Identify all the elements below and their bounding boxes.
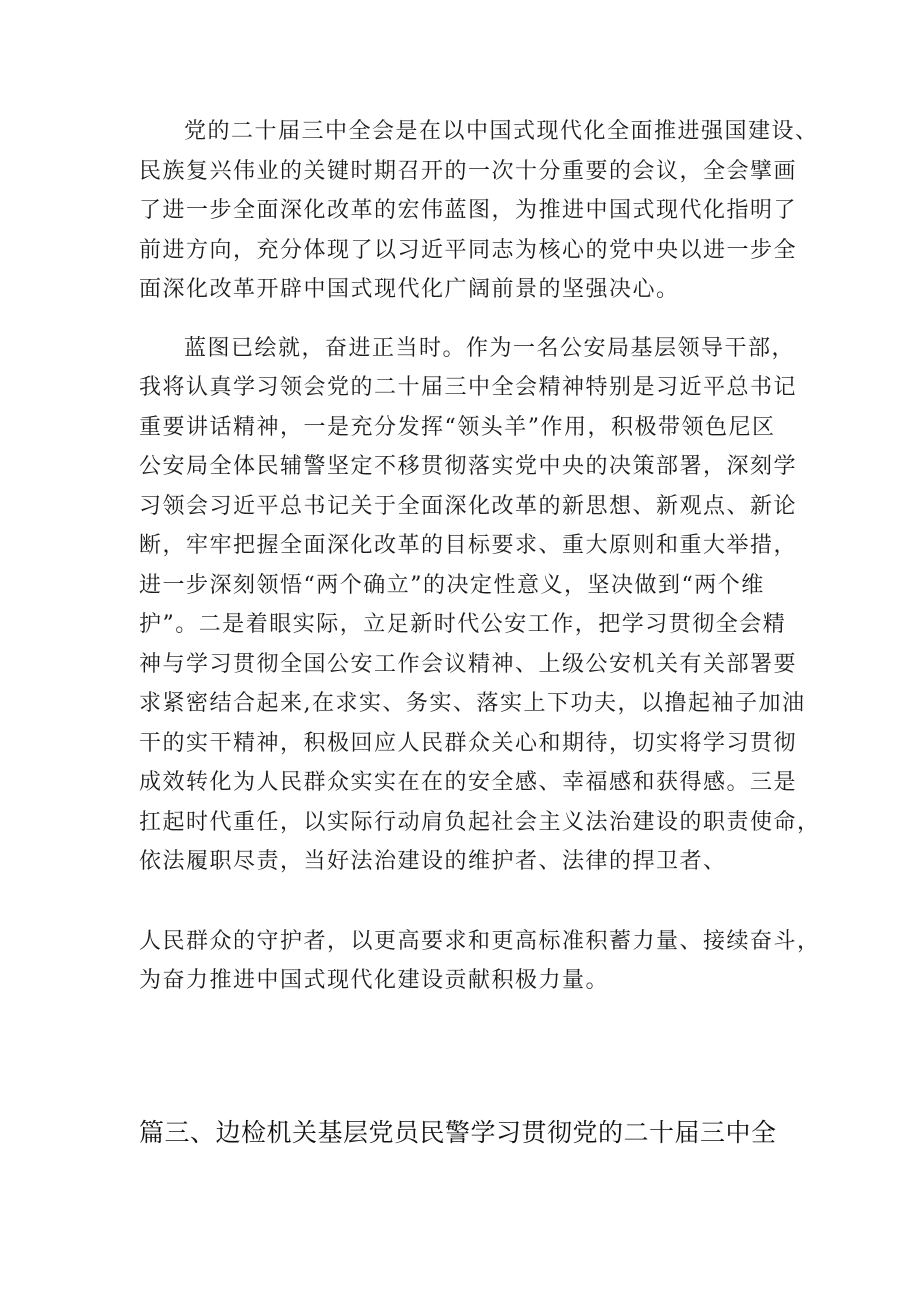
paragraph-2-line-3: 重要讲话精神，一是充分发挥“领头羊”作用，积极带领色尼区 (139, 415, 776, 440)
paragraph-1-line-4: 前进方向，充分体现了以习近平同志为核心的党中央以进一步全 (139, 238, 798, 263)
paragraph-2-line-8: 护”。二是着眼实际，立足新时代公安工作，把学习贯彻全会精 (139, 612, 787, 637)
paragraph-3-line-2: 为奋力推进中国式现代化建设贡献积极力量。 (139, 968, 610, 993)
paragraph-2-line-1: 蓝图已绘就，奋进正当时。作为一名公安局基层领导干部， (184, 336, 796, 361)
paragraph-2-line-11: 干的实干精神，积极回应人民群众关心和期待，切实将学习贯彻 (139, 731, 798, 756)
paragraph-1-line-2: 民族复兴伟业的关键时期召开的一次十分重要的会议，全会擘画 (139, 159, 798, 184)
paragraph-2-line-2: 我将认真学习领会党的二十届三中全会精神特别是习近平总书记 (139, 375, 798, 400)
paragraph-1-line-1: 党的二十届三中全会是在以中国式现代化全面推进强国建设、 (184, 119, 819, 144)
paragraph-1-line-3: 了进一步全面深化改革的宏伟蓝图，为推进中国式现代化指明了 (139, 198, 798, 223)
paragraph-2-line-13: 扛起时代重任，以实际行动肩负起社会主义法治建设的职责使命， (139, 810, 821, 835)
paragraph-2-line-5: 习领会习近平总书记关于全面深化改革的新思想、新观点、新论 (139, 494, 798, 519)
paragraph-2-line-9: 神与学习贯彻全国公安工作会议精神、上级公安机关有关部署要 (139, 652, 798, 677)
section-heading: 篇三、边检机关基层党员民警学习贯彻党的二十届三中全 (139, 1118, 777, 1147)
paragraph-2-line-10: 求紧密结合起来,在求实、务实、落实上下功夫，以撸起袖子加油 (139, 691, 806, 716)
paragraph-2-line-14: 依法履职尽责，当好法治建设的维护者、法律的捍卫者、 (139, 849, 727, 874)
paragraph-3-line-1: 人民群众的守护者，以更高要求和更高标准积蓄力量、接续奋斗， (139, 929, 821, 954)
paragraph-2-line-4: 公安局全体民辅警坚定不移贯彻落实党中央的决策部署，深刻学 (139, 454, 798, 479)
paragraph-1-line-5: 面深化改革开辟中国式现代化广阔前景的坚强决心。 (139, 277, 680, 302)
paragraph-2-line-12: 成效转化为人民群众实实在在的安全感、幸福感和获得感。三是 (139, 770, 798, 795)
paragraph-2-line-7: 进一步深刻领悟“两个确立”的决定性意义，坚决做到“两个维 (139, 573, 765, 598)
paragraph-2-line-6: 断，牢牢把握全面深化改革的目标要求、重大原则和重大举措， (139, 533, 798, 558)
